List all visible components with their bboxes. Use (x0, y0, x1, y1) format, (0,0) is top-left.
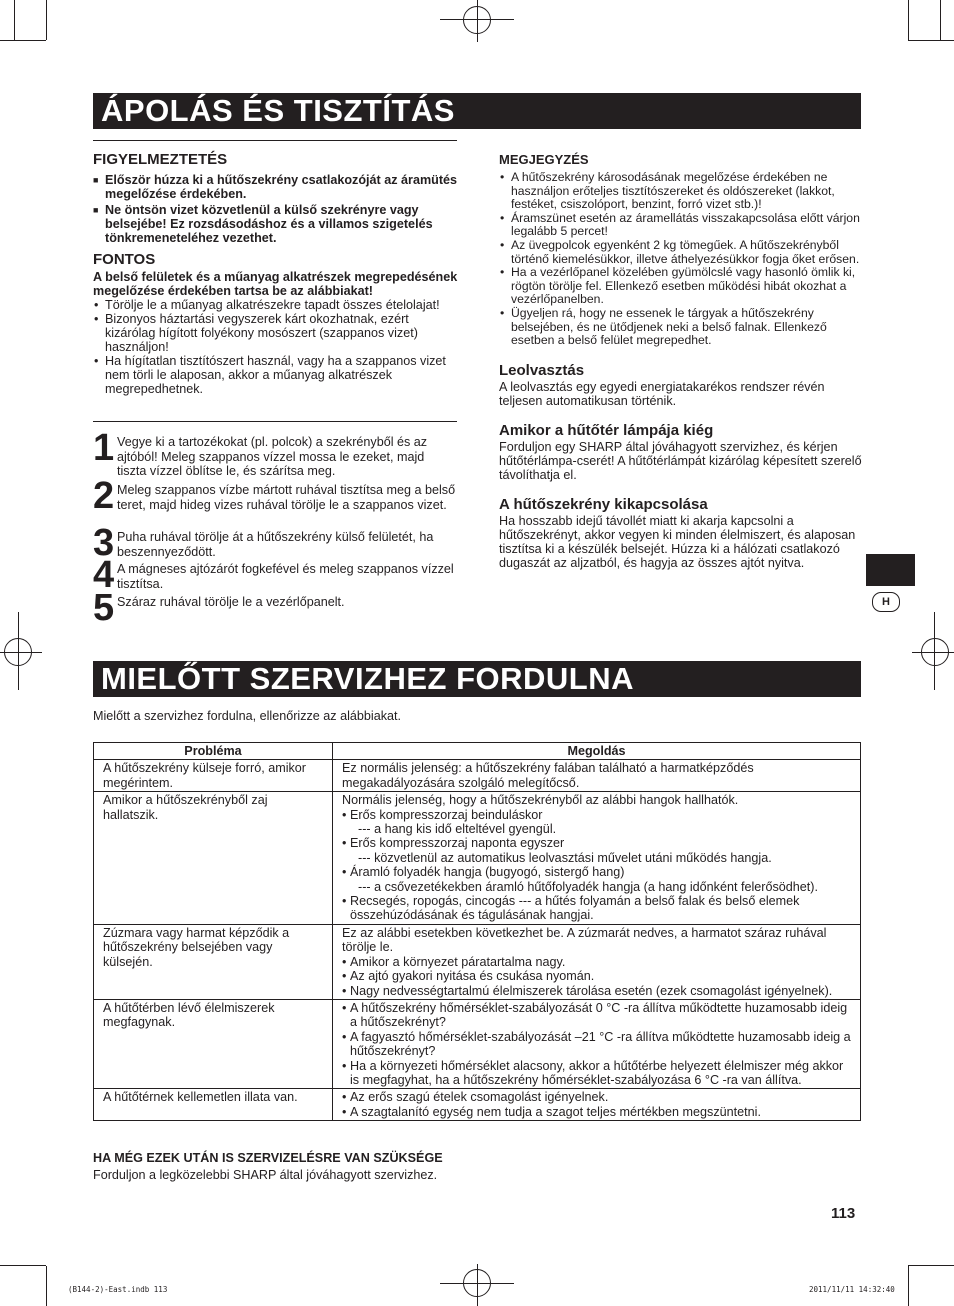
solution-item-detail: --- a csővezetékekben áramló hűtőfolyadék hangja (a hang időnként felerősödhet). (358, 879, 818, 894)
solution-intro: Ez normális jelenség: a hűtőszekrény falában található a harmatképződés megakadályozására szolgáló melegítőcső. (342, 761, 754, 790)
warning-heading: FIGYELMEZTETÉS (93, 151, 228, 168)
solution-cell (333, 760, 861, 792)
solution-item-text: • A fagyasztó hőmérséklet-szabályozását –21 °C -ra állítva működtette huzamosabb ideig a hűtőszekrényt? (350, 1029, 851, 1059)
table-row (94, 1089, 861, 1121)
solution-list (342, 1001, 851, 1087)
note-item: • Ügyeljen rá, hogy ne essenek le tárgyak a hűtőszekrény belsejében, és ne ütődjenek neki a belső falnak. Ellenkező esetben a belső felület megrepedhet. (499, 307, 863, 348)
table-row (94, 924, 861, 999)
defrost-heading: Leolvasztás (499, 361, 585, 379)
solution-item (342, 894, 851, 923)
table-row (94, 999, 861, 1088)
solution-list (342, 808, 851, 923)
section-title-care: ÁPOLÁS ÉS TISZTÍTÁS (101, 93, 455, 128)
problem-cell: A hűtőtérnek kellemetlen illata van. (94, 1089, 333, 1121)
column-header-problem: Probléma (94, 743, 333, 760)
divider (93, 140, 457, 141)
solution-item-text: • Ha a környezeti hőmérséklet alacsony, akkor a hűtőtérbe helyezett élelmiszer még akkor is megfagyhat, ha a hűtőszekrény hőmérséklet-szabályozása 6 °C -ra van állítva. (350, 1058, 844, 1087)
problem-cell: A hűtőszekrény külseje forró, amikor megérintem. (94, 760, 333, 792)
step-text: Vegye ki a tartozékokat (pl. polcok) a szekrényből és az ajtóból! Meleg szappanos vízzel mossa le ezeket, majd tiszta vízzel öblítse le, és szárítsa meg. (117, 435, 428, 478)
problem-cell: A hűtőtérben lévő élelmiszerek megfagynak. (94, 999, 333, 1088)
registration-line (0, 652, 42, 653)
solution-item-text: • Nagy nedvességtartalmú élelmiszerek tárolása esetén (ezek csomagolást igényelnek). (350, 983, 833, 998)
table-row (94, 760, 861, 792)
crop-mark (0, 1265, 46, 1266)
step-number: 5 (93, 587, 115, 629)
crop-mark (908, 0, 909, 40)
registration-line (934, 612, 935, 690)
solution-item-text: • Az erős szagú ételek csomagolást igényelnek. (350, 1090, 609, 1105)
solution-item (342, 955, 851, 969)
registration-line (18, 612, 19, 690)
step-text: Puha ruhával törölje át a hűtőszekrény külső felületét, ha beszennyeződött. (117, 530, 434, 559)
registration-line (912, 652, 954, 653)
lamp-text: Forduljon egy SHARP által jóváhagyott szervizhez, és kérjen hűtőtérlámpa-cserét! A hűtőtérlámpát kizárólag képesített szerelő távolíthatja el. (499, 439, 862, 482)
important-list (93, 298, 459, 396)
solution-item (342, 1090, 851, 1104)
problem-cell: Amikor a hűtőszekrényből zaj hallatszik. (94, 792, 333, 925)
solution-item (342, 808, 851, 837)
step-text: A mágneses ajtózárót fogkefével és meleg szappanos vízzel tisztítsa. (117, 562, 454, 591)
problem-cell: Zúzmara vagy harmat képződik a hűtőszekrény belsejében vagy külsején. (94, 924, 333, 999)
note-heading: MEGJEGYZÉS (499, 152, 589, 167)
footer-file: (B144-2)-East.indb 113 (68, 1285, 168, 1294)
lamp-heading: Amikor a hűtőtér lámpája kiég (499, 421, 714, 439)
solution-item-detail: --- a hang kis idő elteltével gyengül. (358, 822, 557, 837)
solution-cell (333, 999, 861, 1088)
solution-item (342, 1105, 851, 1119)
note-item: • Áramszünet esetén az áramellátás visszakapcsolása előtt várjon legalább 5 percet! (499, 212, 863, 239)
important-intro: A belső felületek és a műanyag alkatrészek megrepedésének megelőzése érdekében tartsa be az alábbiakat! (93, 270, 458, 298)
crop-mark (940, 0, 941, 40)
step-5 (93, 587, 457, 629)
solution-intro: Normális jelenség, hogy a hűtőszekrényből az alábbi hangok hallhatók. (342, 793, 739, 808)
solution-item-text: • Erős kompresszorzaj naponta egyszer (350, 836, 565, 851)
important-item: • Bizonyos háztartási vegyszerek kárt okozhatnak, ezért kizárólag hígított folyékony mosószert (szappanos vizet) használjon! (93, 312, 459, 354)
service-intro: Mielőtt a szervizhez fordulna, ellenőrizze az alábbiakat. (93, 709, 402, 723)
step-number: 2 (93, 475, 115, 517)
solution-item (342, 836, 851, 865)
solution-item (342, 984, 851, 998)
solution-intro: Ez az alábbi esetekben következhet be. A zúzmarát nedves, a harmatot száraz ruhával törölje le. (342, 925, 827, 955)
defrost-text: A leolvasztás egy egyedi energiatakarékos rendszer révén teljesen automatikusan történik. (499, 379, 825, 408)
language-badge: H (872, 592, 900, 612)
footer-timestamp: 2011/11/11 14:32:40 (809, 1285, 895, 1294)
note-item: • Az üvegpolcok egyenként 2 kg tömegűek. A hűtőszekrényből történő kiemelésükkor, illetve áthelyezésükkor fogja őket erősen. (499, 239, 863, 266)
warning-item: ■ Először húzza ki a hűtőszekrény csatlakozóját az áramütés megelőzése érdekében. (93, 173, 459, 201)
crop-mark (46, 1266, 47, 1306)
solution-cell (333, 924, 861, 999)
right-column (499, 152, 863, 570)
crop-mark (14, 0, 15, 40)
table-row (94, 792, 861, 925)
solution-item-detail: --- közvetlenül az automatikus leolvasztási művelet utáni működés hangja. (358, 850, 772, 865)
step-4 (93, 554, 457, 596)
step-number: 1 (93, 427, 115, 469)
solution-item-text: • A szagtalanító egység nem tudja a szagot teljes mértékben megszüntetni. (350, 1104, 761, 1119)
step-text: Száraz ruhával törölje le a vezérlőpanelt. (117, 595, 345, 609)
note-list (499, 171, 863, 348)
solution-list (342, 1090, 851, 1119)
crop-mark (908, 1266, 909, 1306)
step-text: Meleg szappanos vízbe mártott ruhával tisztítsa meg a belső teret, majd hideg vizes ruhával törölje le a szappanos vizet. (117, 483, 456, 512)
solution-item (342, 1001, 851, 1030)
warning-item: ■ Ne öntsön vizet közvetlenül a külső szekrényre vagy belsejébe! Ez rozsdásodáshoz és a villamos szigetelés tönkremeneteléhez vezethet. (93, 203, 459, 245)
crop-mark (0, 40, 46, 41)
step-3 (93, 522, 457, 564)
solution-cell (333, 1089, 861, 1121)
troubleshooting-table (93, 742, 861, 1121)
switchoff-text: Ha hosszabb idejű távollét miatt ki akarja kapcsolni a hűtőszekrényt, akkor vegyen ki minden élelmiszert, és alaposan tisztítsa ki a készülék belsejét. Húzza ki a hálózati csatlakozó dugaszát az aljzatból, és hagyja az összes ajtót nyitva. (499, 513, 856, 570)
important-item: • Törölje le a műanyag alkatrészekre tapadt összes ételolajat! (93, 298, 459, 312)
step-number: 4 (93, 554, 115, 596)
still-service-text: Forduljon a legközelebbi SHARP által jóváhagyott szervizhez. (93, 1168, 438, 1182)
solution-item (342, 865, 851, 894)
solution-list (342, 955, 851, 998)
warning-block (93, 151, 459, 396)
solution-item-text: • Recsegés, ropogás, cincogás --- a hűtés folyamán a belső falak és belső elemek összehúzódásának és tágulásának hangjai. (350, 894, 800, 923)
column-header-solution: Megoldás (333, 743, 861, 760)
crop-mark (46, 0, 47, 40)
divider (93, 421, 457, 422)
table-header-row (94, 743, 861, 760)
still-service-heading: HA MÉG EZEK UTÁN IS SZERVIZELÉSRE VAN SZÜKSÉGE (93, 1151, 443, 1165)
solution-item-text: • A hűtőszekrény hőmérséklet-szabályozását 0 °C -ra állítva működtette huzamosabb ideig a hűtőszekrényt? (350, 1000, 848, 1030)
solution-item (342, 1030, 851, 1059)
note-item: • A hűtőszekrény károsodásának megelőzése érdekében ne használjon erőteljes tisztítószereket és oldószereket (lakkot, festéket, csiszolóport, benzint, forró vizet stb.)! (499, 171, 863, 212)
section-title-service: MIELŐTT SZERVIZHEZ FORDULNA (101, 661, 635, 696)
language-tab (866, 554, 915, 586)
step-2 (93, 475, 457, 527)
solution-item-text: • Áramló folyadék hangja (bugyogó, sistergő hang) (350, 865, 625, 880)
crop-mark (908, 40, 954, 41)
page-number: 113 (831, 1205, 856, 1222)
solution-item (342, 969, 851, 983)
solution-item-text: • Erős kompresszorzaj beinduláskor (350, 807, 543, 822)
switchoff-heading: A hűtőszekrény kikapcsolása (499, 495, 708, 513)
crop-mark (908, 1265, 954, 1266)
step-number: 3 (93, 522, 115, 564)
warning-list (93, 173, 459, 245)
registration-line (477, 1264, 478, 1306)
note-item: • Ha a vezérlőpanel közelében gyümölcslé vagy hasonló ömlik ki, rögtön törölje fel. Ellenkező esetben működési hibát okozhat a vezérlőpanelben. (499, 266, 863, 307)
important-heading: FONTOS (93, 251, 156, 268)
solution-item-text: • Amikor a környezet páratartalma nagy. (350, 954, 566, 969)
solution-item-text: • Az ajtó gyakori nyitása és csukása nyomán. (350, 969, 595, 984)
still-service-block (93, 1151, 861, 1182)
section-banner-care (93, 93, 861, 129)
solution-cell (333, 792, 861, 925)
section-banner-service (93, 661, 861, 697)
solution-item (342, 1059, 851, 1088)
important-item: • Ha hígítatlan tisztítószert használ, vagy ha a szappanos vizet nem törli le alaposan, akkor a műanyag alkatrészek megrepedhetnek. (93, 354, 459, 396)
registration-line (477, 0, 478, 42)
step-1 (93, 427, 457, 481)
